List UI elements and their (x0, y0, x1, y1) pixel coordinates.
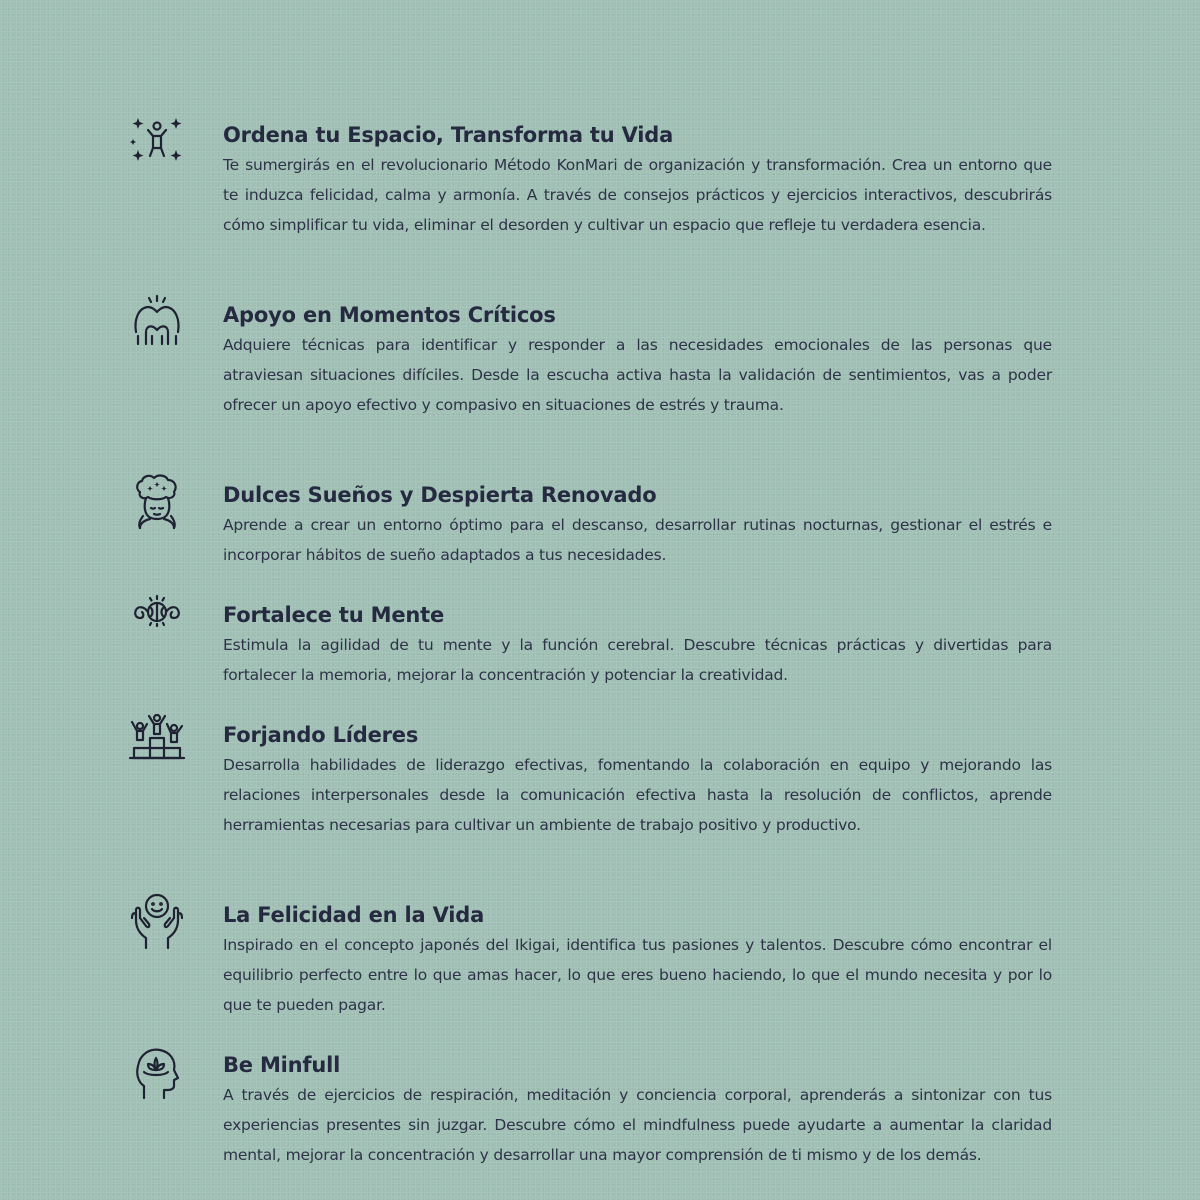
sleeping-woman-icon (126, 472, 188, 534)
section-title: Apoyo en Momentos Críticos (223, 303, 556, 327)
section-title: Forjando Líderes (223, 723, 419, 747)
section-description: Estimula la agilidad de tu mente y la función cerebral. Descubre técnicas prácticas y divertidas para fortalecer la memoria, mejorar la concentración y potenciar la creatividad. (223, 636, 1052, 684)
podium-team-icon (126, 712, 188, 774)
section-title: Be Minfull (223, 1053, 341, 1077)
happy-face-hands-icon (126, 892, 188, 954)
section-title: Fortalece tu Mente (223, 603, 445, 627)
section-title: Dulces Sueños y Despierta Renovado (223, 483, 657, 507)
section-title: La Felicidad en la Vida (223, 903, 485, 927)
mindful-head-lotus-icon (126, 1042, 188, 1104)
section-description: Inspirado en el concepto japonés del Ikigai, identifica tus pasiones y talentos. Descubre cómo encontrar el equilibrio perfecto entre lo que amas hacer, lo que eres bueno haciendo, lo que el mundo necesita y por lo que te pueden pagar. (223, 936, 1052, 1014)
section-title: Ordena tu Espacio, Transforma tu Vida (223, 123, 674, 147)
supportive-hug-icon (126, 292, 188, 354)
section-description: Aprende a crear un entorno óptimo para el descanso, desarrollar rutinas nocturnas, gestionar el estrés e incorporar hábitos de sueño adaptados a tus necesidades. (223, 516, 1052, 564)
sparkle-person-icon (126, 112, 188, 174)
section-description: Adquiere técnicas para identificar y responder a las necesidades emocionales de las personas que atraviesan situaciones difíciles. Desde la escucha activa hasta la validación de sentimientos, vas a poder ofrecer un apoyo efectivo y compasivo en situaciones de estrés y trauma. (223, 336, 1052, 414)
section-description: A través de ejercicios de respiración, meditación y conciencia corporal, aprenderás a sintonizar con tus experiencias presentes sin juzgar. Descubre cómo el mindfulness puede ayudarte a aumentar la claridad mental, mejorar la concentración y desarrollar una mayor comprensión de ti mismo y de los demás. (223, 1086, 1052, 1164)
section-description: Te sumergirás en el revolucionario Método KonMari de organización y transformación. Crea un entorno que te induzca felicidad, calma y armonía. A través de consejos prácticos y ejercicios interactivos, descubrirás cómo simplificar tu vida, eliminar el desorden y cultivar un espacio que refleje tu verdadera esencia. (223, 156, 1052, 234)
section-description: Desarrolla habilidades de liderazgo efectivas, fomentando la colaboración en equipo y mejorando las relaciones interpersonales desde la comunicación efectiva hasta la resolución de conflictos, aprende herramientas necesarias para cultivar un ambiente de trabajo positivo y productivo. (223, 756, 1052, 834)
strong-brain-icon (126, 592, 188, 654)
